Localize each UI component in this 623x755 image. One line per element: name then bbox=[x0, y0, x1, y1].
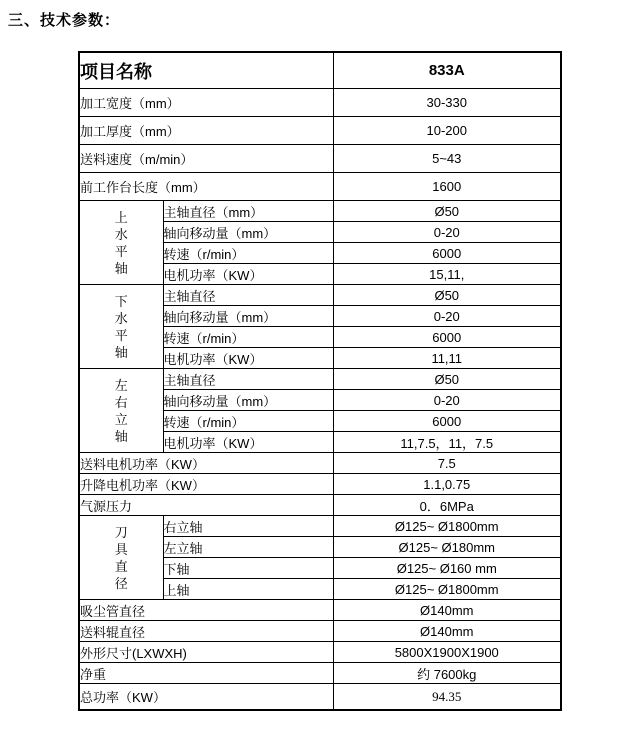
row-value: 约 7600kg bbox=[333, 663, 561, 684]
row-label: 电机功率（KW） bbox=[163, 432, 333, 453]
table-row bbox=[79, 201, 561, 222]
row-label: 前工作台长度（mm） bbox=[79, 173, 333, 201]
row-value: 0-20 bbox=[333, 306, 561, 327]
row-value: Ø125~ Ø180mm bbox=[333, 537, 561, 558]
page-title: 三、技术参数： bbox=[8, 12, 121, 29]
group-label-upper-horizontal-shaft bbox=[79, 201, 163, 285]
row-label: 净重 bbox=[79, 663, 333, 684]
row-value: Ø125~ Ø1800mm bbox=[333, 516, 561, 537]
row-label: 送料速度（m/min） bbox=[79, 145, 333, 173]
group-label-tool-diameter bbox=[79, 516, 163, 600]
header-item-name: 项目名称 bbox=[79, 52, 333, 89]
row-value: Ø125~ Ø160 mm bbox=[333, 558, 561, 579]
row-label: 主轴直径（mm） bbox=[163, 201, 333, 222]
row-value: Ø50 bbox=[333, 285, 561, 306]
row-value: 6000 bbox=[333, 243, 561, 264]
row-value: 0-20 bbox=[333, 390, 561, 411]
row-label: 送料辊直径 bbox=[79, 621, 333, 642]
table-row bbox=[79, 173, 561, 201]
row-label: 加工宽度（mm） bbox=[79, 89, 333, 117]
row-value: 6000 bbox=[333, 327, 561, 348]
row-value: Ø50 bbox=[333, 201, 561, 222]
row-label: 上轴 bbox=[163, 579, 333, 600]
row-value: 5~43 bbox=[333, 145, 561, 173]
group-label-text: 下水平轴 bbox=[114, 293, 128, 360]
row-value: Ø140mm bbox=[333, 621, 561, 642]
row-value: Ø50 bbox=[333, 369, 561, 390]
row-value: 0-20 bbox=[333, 222, 561, 243]
row-value: 94.35 bbox=[333, 684, 561, 711]
row-label: 转速（r/min） bbox=[163, 327, 333, 348]
row-value: 10-200 bbox=[333, 117, 561, 145]
table-row bbox=[79, 117, 561, 145]
row-value: 1600 bbox=[333, 173, 561, 201]
group-label-left-right-vertical-shaft bbox=[79, 369, 163, 453]
row-label: 送料电机功率（KW） bbox=[79, 453, 333, 474]
row-value: Ø125~ Ø1800mm bbox=[333, 579, 561, 600]
row-value: 30-330 bbox=[333, 89, 561, 117]
row-label: 轴向移动量（mm） bbox=[163, 390, 333, 411]
header-model-name: 833A bbox=[333, 52, 561, 89]
row-label: 主轴直径 bbox=[163, 369, 333, 390]
table-row bbox=[79, 495, 561, 516]
row-value: 11,7.5，11，7.5 bbox=[333, 432, 561, 453]
row-value: 15,11, bbox=[333, 264, 561, 285]
table-row bbox=[79, 369, 561, 390]
row-value: 7.5 bbox=[333, 453, 561, 474]
group-label-lower-horizontal-shaft bbox=[79, 285, 163, 369]
row-label: 转速（r/min） bbox=[163, 243, 333, 264]
group-label-text: 上水平轴 bbox=[114, 209, 128, 276]
row-label: 左立轴 bbox=[163, 537, 333, 558]
table-row bbox=[79, 285, 561, 306]
row-label: 右立轴 bbox=[163, 516, 333, 537]
row-label: 转速（r/min） bbox=[163, 411, 333, 432]
row-label: 轴向移动量（mm） bbox=[163, 306, 333, 327]
table-row bbox=[79, 621, 561, 642]
row-label: 主轴直径 bbox=[163, 285, 333, 306]
row-value: 5800X1900X1900 bbox=[333, 642, 561, 663]
group-label-text: 左右立轴 bbox=[114, 377, 128, 444]
row-label: 下轴 bbox=[163, 558, 333, 579]
row-label: 电机功率（KW） bbox=[163, 348, 333, 369]
table-row bbox=[79, 145, 561, 173]
row-value: 11,11 bbox=[333, 348, 561, 369]
table-row bbox=[79, 684, 561, 711]
row-label: 吸尘管直径 bbox=[79, 600, 333, 621]
table-row bbox=[79, 642, 561, 663]
row-label: 升降电机功率（KW） bbox=[79, 474, 333, 495]
table-row bbox=[79, 663, 561, 684]
table-header-row bbox=[79, 52, 561, 89]
table-row bbox=[79, 600, 561, 621]
row-value: 0．6MPa bbox=[333, 495, 561, 516]
row-value: 1.1,0.75 bbox=[333, 474, 561, 495]
row-label: 轴向移动量（mm） bbox=[163, 222, 333, 243]
row-label: 加工厚度（mm） bbox=[79, 117, 333, 145]
document-page bbox=[0, 9, 623, 711]
row-label: 总功率（KW） bbox=[79, 684, 333, 711]
table-row bbox=[79, 453, 561, 474]
table-row bbox=[79, 474, 561, 495]
row-label: 外形尺寸(LXWXH) bbox=[79, 642, 333, 663]
row-value: Ø140mm bbox=[333, 600, 561, 621]
row-value: 6000 bbox=[333, 411, 561, 432]
spec-table bbox=[78, 51, 562, 711]
table-row bbox=[79, 516, 561, 537]
group-label-text: 刀具直径 bbox=[114, 524, 128, 591]
row-label: 气源压力 bbox=[79, 495, 333, 516]
table-row bbox=[79, 89, 561, 117]
row-label: 电机功率（KW） bbox=[163, 264, 333, 285]
